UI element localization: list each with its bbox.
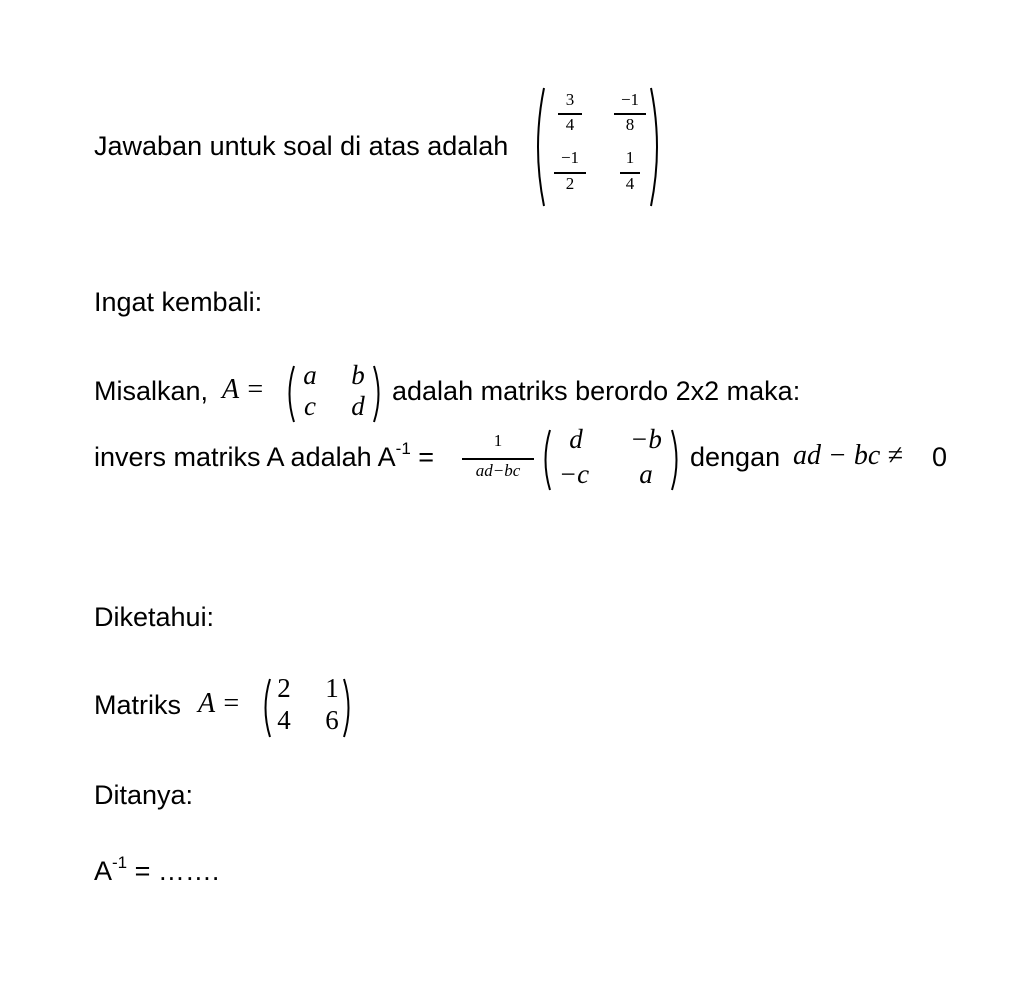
inv-matrix-d: d xyxy=(569,424,583,454)
matrix-r1c2-num: −1 xyxy=(620,90,640,109)
known-heading: Diketahui: xyxy=(94,602,215,632)
matrix-r2c1-num: −1 xyxy=(560,148,580,167)
invers-label: invers matriks A adalah A xyxy=(94,442,396,472)
left-paren-icon xyxy=(260,677,272,739)
inverse-frac-num: 1 xyxy=(493,431,503,450)
matrix-r2c2-num: 1 xyxy=(625,148,635,167)
inv-matrix-neg-b: −b xyxy=(630,424,662,454)
matrix-a: a xyxy=(303,360,317,390)
matrix-d: d xyxy=(351,391,365,421)
A-equals: A = xyxy=(222,374,265,405)
answer-matrix xyxy=(530,86,665,208)
recall-heading: Ingat kembali: xyxy=(94,287,263,317)
right-paren-icon xyxy=(670,428,682,492)
asked-heading: Ditanya: xyxy=(94,780,194,810)
matrix-r2c2-den: 4 xyxy=(625,174,635,193)
inv-matrix-a: a xyxy=(639,459,653,489)
invers-text xyxy=(94,439,435,473)
matrix-b: b xyxy=(351,360,365,390)
inverse-frac-bar xyxy=(462,458,534,460)
matrix-order-text: adalah matriks berordo 2x2 maka: xyxy=(392,376,801,406)
matrix-r1c2-den: 8 xyxy=(625,115,635,134)
general-matrix xyxy=(284,360,384,424)
matrix-r1c1-num: 3 xyxy=(565,90,575,109)
known-matrix-r2c2: 6 xyxy=(325,705,339,735)
inverse-frac-den: ad−bc xyxy=(475,461,521,480)
inv-matrix-neg-c: −c xyxy=(558,459,590,489)
condition-expr: ad − bc ≠ xyxy=(793,440,903,471)
left-paren-icon xyxy=(284,364,296,424)
asked-lhs: A xyxy=(94,856,113,886)
answer-text: Jawaban untuk soal di atas adalah xyxy=(94,131,509,161)
misalkan-text: Misalkan, xyxy=(94,376,209,406)
asked-rhs: = ……. xyxy=(127,856,220,886)
known-matrix-r2c1: 4 xyxy=(277,705,291,735)
known-matriks-label: Matriks xyxy=(94,690,181,720)
matrix-r2c1-den: 2 xyxy=(565,174,575,193)
asked-sup: -1 xyxy=(112,853,128,872)
asked-expression xyxy=(94,853,220,887)
known-matrix-r1c2: 1 xyxy=(325,673,339,703)
dengan-text: dengan xyxy=(690,442,781,472)
invers-sup: -1 xyxy=(395,439,411,458)
inverse-matrix xyxy=(540,424,682,492)
known-A-equals: A = xyxy=(198,688,241,719)
known-matrix-r1c1: 2 xyxy=(277,673,291,703)
invers-eq: = xyxy=(410,442,435,472)
known-matrix xyxy=(260,673,354,739)
matrix-r1c1-den: 4 xyxy=(565,115,575,134)
right-paren-icon xyxy=(649,86,665,208)
left-paren-icon xyxy=(530,86,546,208)
condition-zero: 0 xyxy=(932,442,948,472)
right-paren-icon xyxy=(372,364,384,424)
matrix-c: c xyxy=(304,391,316,421)
